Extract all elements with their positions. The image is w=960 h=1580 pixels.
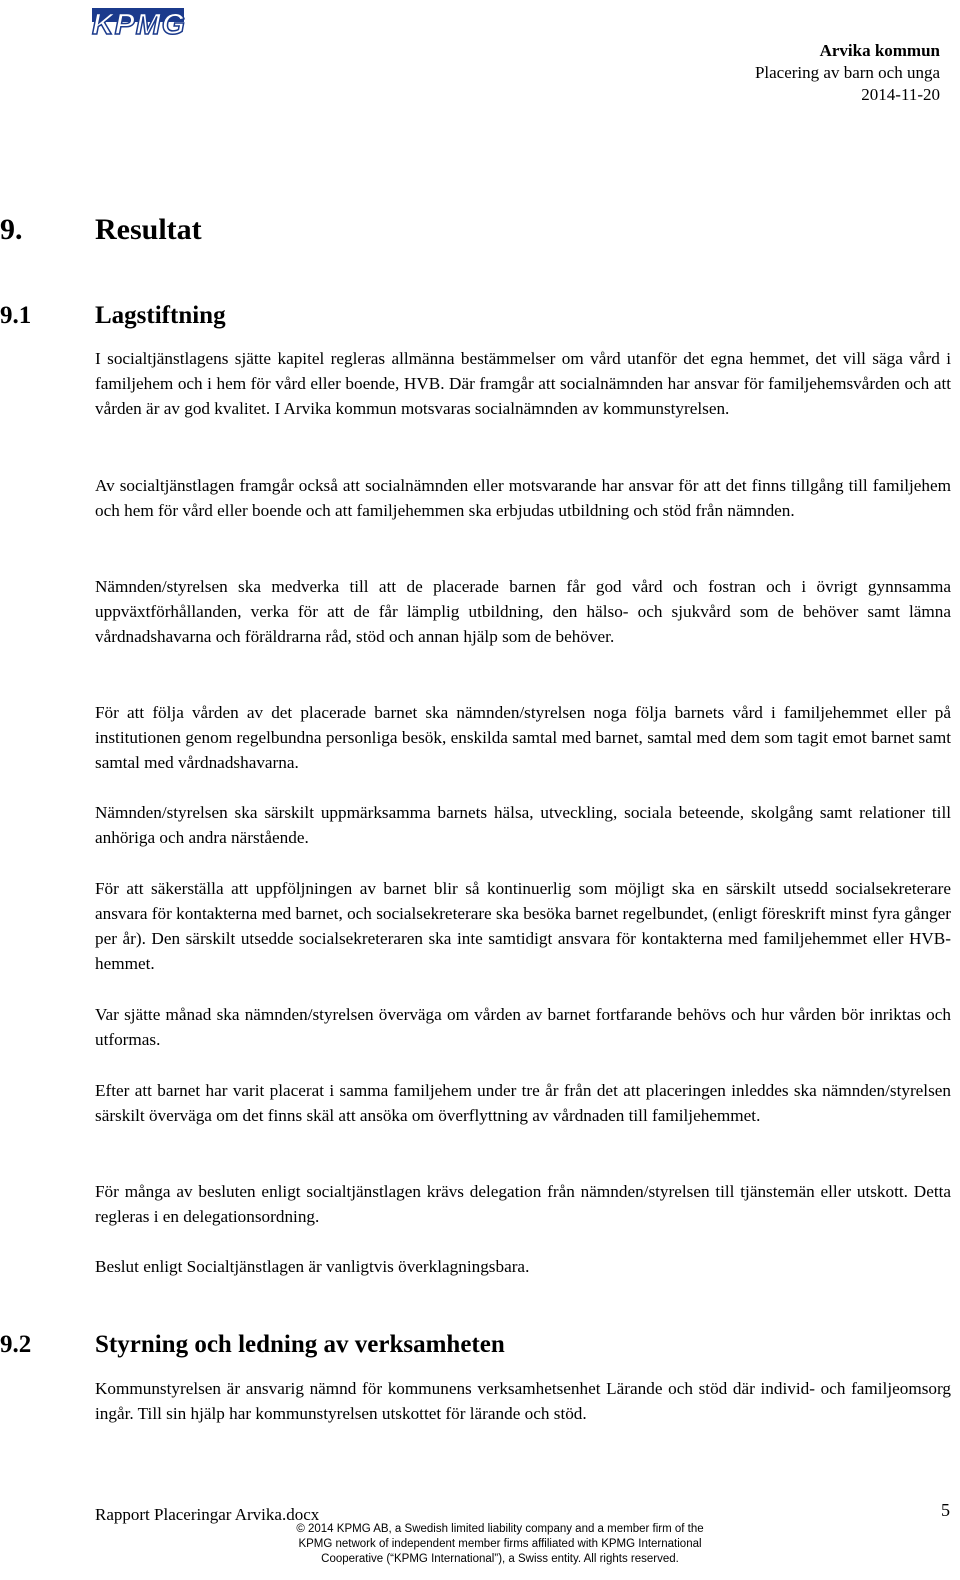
footer-copyright <box>200 1522 800 1567</box>
section-heading-9-2 <box>0 1329 505 1361</box>
logo-text: KPMG <box>92 8 186 41</box>
section-title: Lagstiftning <box>95 302 226 329</box>
section-number: 9.1 <box>0 302 32 329</box>
paragraph: Kommunstyrelsen är ansvarig nämnd för kommunens verksamhetsenhet Lärande och stöd där individ- och familjeomsorg ingår. Till sin hjälp har kommunstyrelsen utskottet för lärande och stöd. <box>95 1379 951 1423</box>
section-title: Styrning och ledning av verksamheten <box>95 1331 505 1358</box>
kpmg-logo <box>92 6 184 44</box>
paragraph: För att säkerställa att uppföljningen av barnet blir så kontinuerlig som möjligt ska en särskilt utsedd socialsekreterare ansvara för kontakterna med barnet, och socialsekreterare ska besöka barnet regelbundet, (enligt föreskrift minst fyra gånger per år). Den särskilt utsedde socialsekreteraren ska inte samtidigt ansvara för kontakterna med familjehemmet eller HVB-hemmet. <box>95 879 951 973</box>
paragraph: Efter att barnet har varit placerat i samma familjehem under tre år från det att placeringen inleddes ska nämnden/styrelsen särskilt överväga om det finns skäl att ansöka om överflyttning av vårdnaden till familjehemmet. <box>95 1081 951 1125</box>
paragraph: Nämnden/styrelsen ska särskilt uppmärksamma barnets hälsa, utveckling, sociala beteende, skolgång samt relationer till anhöriga och andra närstående. <box>95 803 951 847</box>
chapter-number: 9. <box>0 213 23 246</box>
paragraph: Nämnden/styrelsen ska medverka till att de placerade barnen får god vård och fostran och i övrigt gynnsamma uppväxtförhållanden, verka för att de får lämplig utbildning, den hälso- och sjukvård som de behöver samt lämna vårdnadshavarna och föräldrarna råd, stöd och annan hjälp som de behöver. <box>95 577 951 646</box>
header-org: Arvika kommun <box>819 41 940 60</box>
chapter-title: Resultat <box>95 213 202 246</box>
paragraph: För många av besluten enligt socialtjänstlagen krävs delegation från nämnden/styrelsen till tjänstemän eller utskott. Detta regleras i en delegationsordning. <box>95 1182 951 1226</box>
section-heading-9-1 <box>0 300 226 332</box>
chapter-heading <box>0 210 202 250</box>
paragraph: Av socialtjänstlagen framgår också att socialnämnden eller motsvarande har ansvar för att det finns tillgång till familjehem och hem för vård eller boende och att familjehemmen ska erbjudas utbildning och stöd från nämnden. <box>95 476 951 520</box>
header-date: 2014-11-20 <box>861 85 940 104</box>
paragraph: I socialtjänstlagens sjätte kapitel regleras allmänna bestämmelser om vård utanför det egna hemmet, det vill säga vård i familjehem och i hem för vård eller boende, HVB. Där framgår att socialnämnden har ansvar för familjehemsvården och att vården är av god kvalitet. I Arvika kommun motsvaras socialnämnden av kommunstyrelsen. <box>95 349 951 418</box>
footer-filename: Rapport Placeringar Arvika.docx <box>95 1505 320 1524</box>
copyright-line: Cooperative (“KPMG International”), a Swiss entity. All rights reserved. <box>321 1553 679 1565</box>
copyright-line: © 2014 KPMG AB, a Swedish limited liability company and a member firm of the <box>296 1523 704 1535</box>
paragraph: Var sjätte månad ska nämnden/styrelsen överväga om vården av barnet fortfarande behövs och hur vården bör inriktas och utformas. <box>95 1005 951 1049</box>
copyright-line: KPMG network of independent member firms affiliated with KPMG International <box>298 1538 702 1550</box>
paragraph: Beslut enligt Socialtjänstlagen är vanligtvis överklagningsbara. <box>95 1257 530 1276</box>
section-number: 9.2 <box>0 1331 32 1358</box>
header-subject: Placering av barn och unga <box>754 63 940 82</box>
page-number: 5 <box>941 1500 950 1520</box>
page-header <box>755 40 940 106</box>
paragraph: För att följa vården av det placerade barnet ska nämnden/styrelsen noga följa barnets vård i familjehemmet eller på institutionen genom regelbundna personliga besök, enskilda samtal med barnet, samtal med dem som tagit emot barnet samt samtal med vårdnadshavarna. <box>95 703 951 772</box>
